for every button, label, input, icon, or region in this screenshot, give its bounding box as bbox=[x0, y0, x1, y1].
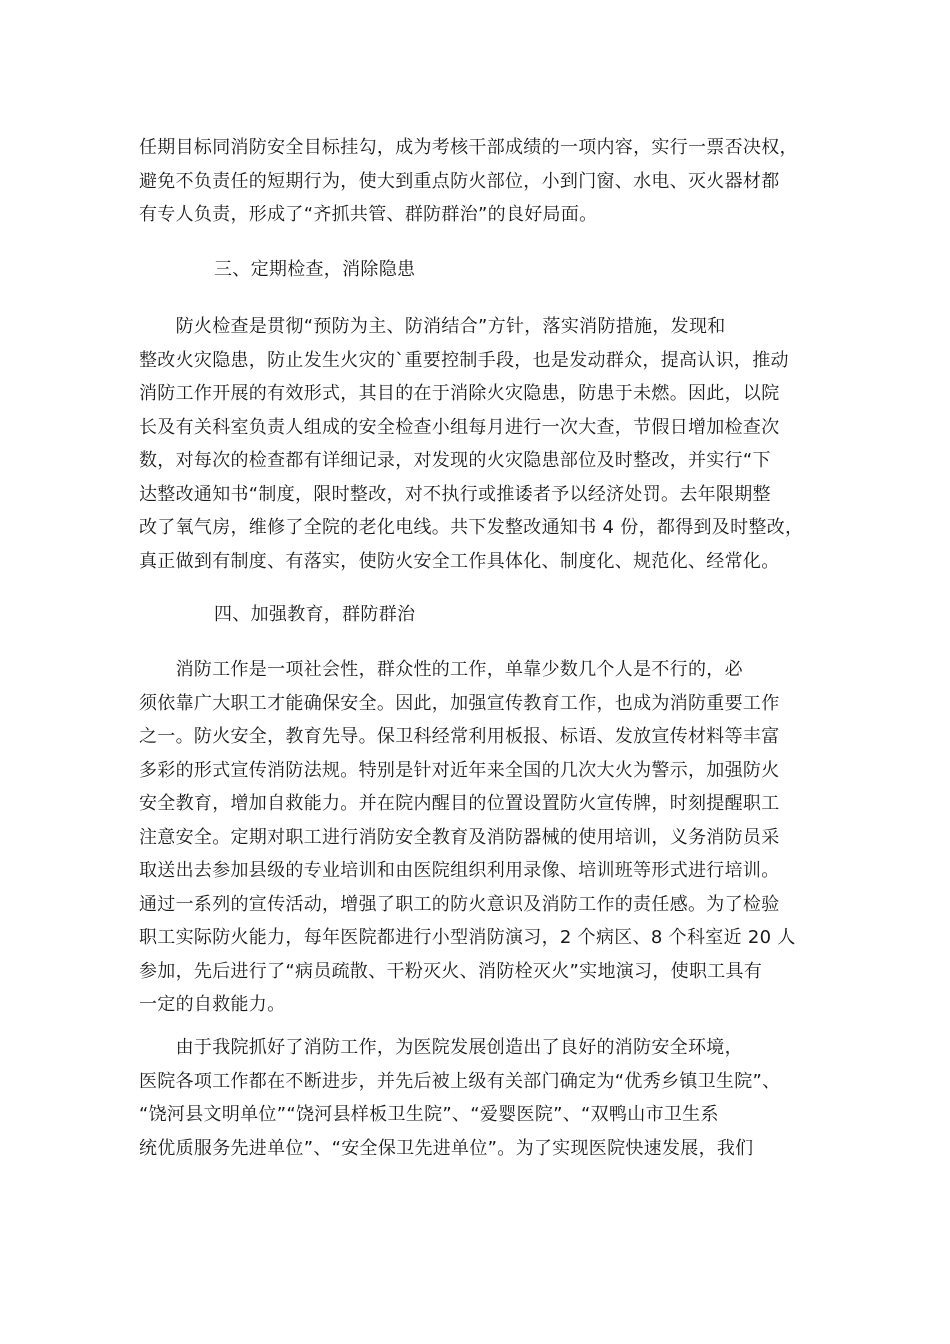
text-line: 注意安全。定期对职工进行消防安全教育及消防器械的使用培训，义务消防员采 bbox=[139, 826, 780, 848]
paragraph-intro bbox=[139, 131, 819, 232]
text-line: 有专人负责，形成了“齐抓共管、群防群治”的良好局面。 bbox=[139, 204, 598, 225]
text-line: 统优质服务先进单位”、“安全保卫先进单位”。为了实现医院快速发展，我们 bbox=[139, 1137, 754, 1159]
text-line: 多彩的形式宣传消防法规。特别是针对近年来全国的几次大火为警示，加强防火 bbox=[139, 759, 780, 781]
text-line: 避免不负责任的短期行为，使大到重点防火部位，小到门窗、水电、灭火器材都 bbox=[139, 170, 780, 192]
text-line: 达整改通知书“制度，限时整改，对不执行或推诿者予以经济处罚。去年限期整 bbox=[139, 483, 771, 505]
text-line: 由于我院抓好了消防工作，为医院发展创造出了良好的消防安全环境， bbox=[139, 1037, 743, 1058]
text-line: 安全教育，增加自救能力。并在院内醒目的位置设置防火宣传牌，时刻提醒职工 bbox=[139, 793, 780, 814]
text-line: “饶河县文明单位”“饶河县样板卫生院”、“爱婴医院”、“双鸭山市卫生系 bbox=[139, 1104, 719, 1125]
text-line: 参加，先后进行了“病员疏散、干粉灭火、消防栓灭火”实地演习，使职工具有 bbox=[139, 960, 763, 982]
text-line: 一定的自救能力。 bbox=[139, 994, 286, 1015]
paragraph-section-4 bbox=[139, 653, 819, 1022]
text-line: 须依靠广大职工才能确保安全。因此，加强宣传教育工作，也成为消防重要工作 bbox=[139, 692, 780, 714]
text-line: 消防工作开展的有效形式，其目的在于消除火灾隐患，防患于未燃。因此，以院 bbox=[139, 383, 780, 404]
text-line: 医院各项工作都在不断进步，并先后被上级有关部门确定为“优秀乡镇卫生院”、 bbox=[139, 1070, 781, 1092]
paragraph-closing bbox=[139, 1031, 819, 1165]
text-line: 防火检查是贯彻“预防为主、防消结合”方针，落实消防措施，发现和 bbox=[139, 316, 726, 337]
text-line: 数，对每次的检查都有详细记录，对发现的火灾隐患部位及时整改，并实行“下 bbox=[139, 450, 771, 471]
text-line: 任期目标同消防安全目标挂勾，成为考核干部成绩的一项内容，实行一票否决权， bbox=[139, 137, 798, 158]
paragraph-section-3 bbox=[139, 310, 819, 578]
text-line: 真正做到有制度、有落实，使防火安全工作具体化、制度化、规范化、经常化。 bbox=[139, 550, 780, 572]
text-line: 通过一系列的宣传活动，增强了职工的防火意识及消防工作的责任感。为了检验 bbox=[139, 893, 780, 915]
text-line: 之一。防火安全，教育先导。保卫科经常利用板报、标语、发放宣传材料等丰富 bbox=[139, 726, 780, 747]
text-line: 职工实际防火能力，每年医院都进行小型消防演习，2 个病区、8 个科室近 20 人 bbox=[139, 927, 796, 948]
text-line: 消防工作是一项社会性，群众性的工作，单靠少数几个人是不行的，必 bbox=[139, 659, 743, 680]
section-heading-3: 三、定期检查，消除隐患 bbox=[214, 259, 416, 280]
section-heading-4: 四、加强教育，群防群治 bbox=[214, 604, 416, 625]
text-line: 整改火灾隐患，防止发生火灾的`重要控制手段，也是发动群众，提高认识，推动 bbox=[139, 349, 789, 371]
text-line: 改了氧气房，维修了全院的老化电线。共下发整改通知书 4 份，都得到及时整改， bbox=[139, 517, 804, 538]
text-line: 取送出去参加县级的专业培训和由医院组织利用录像、培训班等形式进行培训。 bbox=[139, 860, 780, 881]
text-line: 长及有关科室负责人组成的安全检查小组每月进行一次大查，节假日增加检查次 bbox=[139, 416, 780, 438]
